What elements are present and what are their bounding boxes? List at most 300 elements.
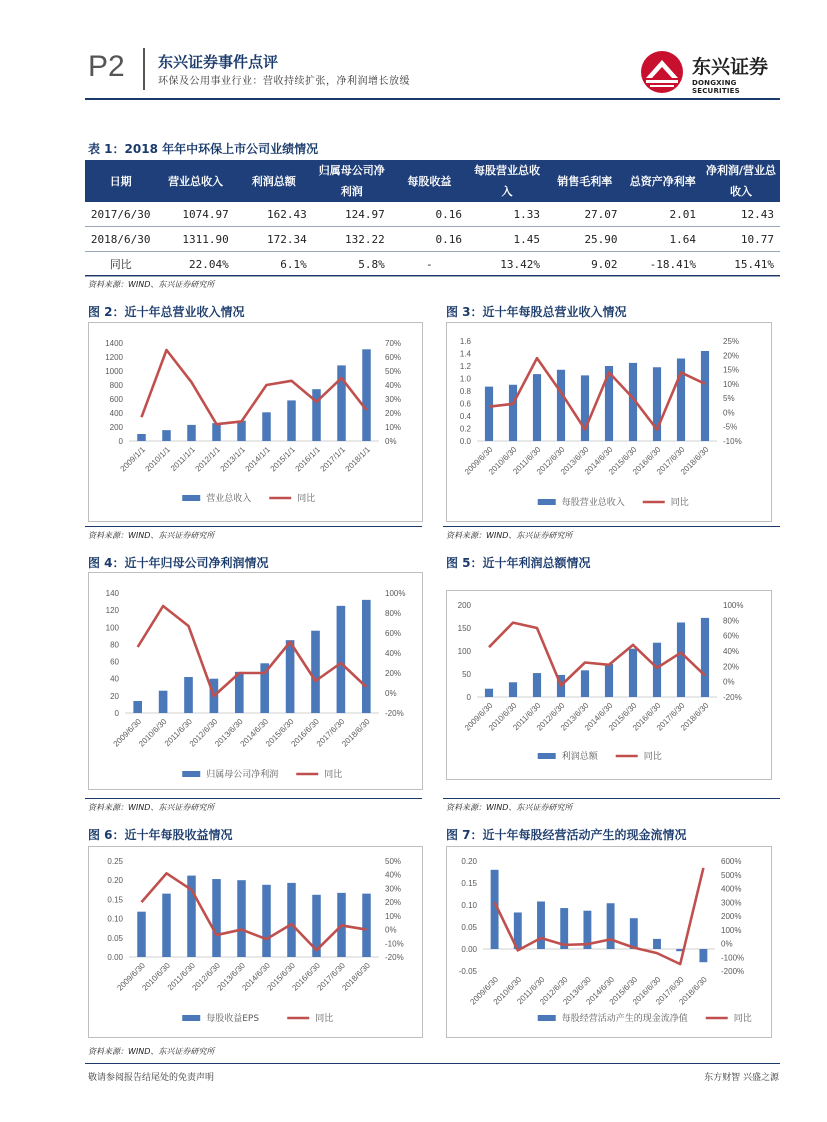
y-tick-label: 0.6 xyxy=(459,399,471,409)
x-tick-label: 2012/1/1 xyxy=(193,445,222,474)
x-tick-label: 2010/6/30 xyxy=(491,975,524,1007)
x-tick-label: 2017/6/30 xyxy=(315,961,347,993)
x-tick-label: 2009/6/30 xyxy=(462,445,495,477)
table-header-cell: 总资产净利率 xyxy=(624,160,702,202)
bar xyxy=(337,606,346,713)
bar xyxy=(162,430,171,441)
y2-tick-label: 0% xyxy=(385,925,397,935)
footer-rule xyxy=(85,1063,780,1064)
y-tick-label: 200 xyxy=(457,601,471,610)
y2-tick-label: 10% xyxy=(723,379,740,389)
x-tick-label: 2016/6/30 xyxy=(630,975,663,1007)
net-profit-chart xyxy=(88,572,423,790)
x-tick-label: 2017/6/30 xyxy=(654,975,686,1007)
legend-bar-swatch xyxy=(182,495,200,501)
x-tick-label: 2010/6/30 xyxy=(486,445,519,477)
table-cell: 2.01 xyxy=(624,202,702,227)
table-header-row xyxy=(85,160,780,202)
x-tick-label: 2014/6/30 xyxy=(238,717,271,749)
y-tick-label: 1000 xyxy=(105,367,123,376)
x-tick-label: 2015/6/30 xyxy=(263,717,296,749)
y-tick-label: 0.25 xyxy=(107,857,123,866)
x-tick-label: 2012/6/30 xyxy=(187,717,220,749)
y-tick-label: 150 xyxy=(457,624,471,633)
y2-tick-label: 40% xyxy=(385,649,402,658)
chart-svg xyxy=(89,573,422,789)
y-tick-label: 50 xyxy=(462,670,471,679)
figure-title: 图 5：近十年利润总额情况 xyxy=(446,556,591,570)
x-tick-label: 2016/6/30 xyxy=(630,701,663,733)
table-cell: 6.1% xyxy=(235,252,313,277)
legend-label: 同比 xyxy=(670,498,689,508)
y2-tick-label: 5% xyxy=(723,394,735,404)
bar xyxy=(677,359,685,442)
table-row xyxy=(85,202,780,227)
x-tick-label: 2010/6/30 xyxy=(140,961,172,993)
legend-bar-swatch xyxy=(538,499,556,505)
legend-label: 每股经营活动产生的现金流净值 xyxy=(561,1014,688,1024)
y2-tick-label: 80% xyxy=(723,616,740,626)
table-header-cell: 利润总额 xyxy=(235,160,313,202)
legend-label: 同比 xyxy=(643,752,662,762)
bar xyxy=(212,879,221,957)
y2-tick-label: 20% xyxy=(385,669,402,678)
header-rule xyxy=(85,98,780,100)
bar xyxy=(262,412,271,441)
table-header-cell: 归属母公司净利润 xyxy=(313,160,391,202)
x-tick-label: 2017/6/30 xyxy=(654,445,687,477)
y2-tick-label: -20% xyxy=(723,693,742,702)
bar xyxy=(137,912,146,957)
x-tick-label: 2017/6/30 xyxy=(654,701,687,733)
y2-tick-label: 20% xyxy=(385,409,402,418)
x-tick-label: 2018/6/30 xyxy=(340,961,372,993)
bar xyxy=(701,351,709,441)
x-tick-label: 2010/6/30 xyxy=(486,701,519,733)
bar xyxy=(362,600,371,713)
y2-tick-label: -200% xyxy=(721,967,745,976)
y2-tick-label: 400% xyxy=(721,884,742,894)
x-tick-label: 2018/1/1 xyxy=(343,445,372,474)
y2-tick-label: 0% xyxy=(723,677,735,687)
line-series xyxy=(489,358,705,429)
table-header-cell: 营业总收入 xyxy=(156,160,234,202)
y2-tick-label: 300% xyxy=(721,898,742,908)
logo-emblem-icon xyxy=(640,50,688,94)
page-number: P2 xyxy=(88,50,125,83)
footer-disclaimer: 敬请参阅报告结尾处的免责声明 xyxy=(88,1073,215,1083)
y-tick-label: 0 xyxy=(118,437,123,446)
x-tick-label: 2014/6/30 xyxy=(582,445,615,477)
x-tick-label: 2018/6/30 xyxy=(678,701,711,733)
bar xyxy=(262,885,271,957)
y2-tick-label: 60% xyxy=(723,631,740,641)
table-cell: 2017/6/30 xyxy=(85,202,156,227)
report-subtitle: 环保及公用事业行业：营收持续扩张，净利润增长放缓 xyxy=(158,76,410,87)
table-cell: 0.16 xyxy=(391,227,468,252)
figure-source: 资料来源：WIND、东兴证券研究所 xyxy=(446,531,573,540)
bar xyxy=(509,385,517,441)
x-tick-label: 2009/6/30 xyxy=(111,717,144,749)
legend-bar-swatch xyxy=(182,1015,200,1021)
header-divider xyxy=(143,48,145,90)
logo-name: 东兴证券 xyxy=(692,56,769,78)
y-tick-label: 0.00 xyxy=(107,953,123,962)
source-rule xyxy=(85,526,422,527)
table-cell: 172.34 xyxy=(235,227,313,252)
x-tick-label: 2017/1/1 xyxy=(318,445,347,474)
x-tick-label: 2014/6/30 xyxy=(584,975,617,1007)
table-header-cell: 每股营业总收入 xyxy=(468,160,546,202)
figure-title: 图 3：近十年每股总营业收入情况 xyxy=(446,305,627,319)
table-row xyxy=(85,252,780,277)
x-tick-label: 2015/1/1 xyxy=(268,445,297,474)
table-cell: 10.77 xyxy=(702,227,780,252)
revenue-chart xyxy=(88,322,423,522)
y2-tick-label: 20% xyxy=(385,898,402,908)
bar xyxy=(133,701,142,713)
legend-bar-swatch xyxy=(538,753,556,759)
y-tick-label: 40 xyxy=(110,674,119,684)
bar xyxy=(581,670,589,697)
x-tick-label: 2010/1/1 xyxy=(143,445,172,474)
bar xyxy=(137,434,146,441)
y2-tick-label: -10% xyxy=(723,437,742,446)
y2-tick-label: 50% xyxy=(385,367,402,376)
y-tick-label: 1.4 xyxy=(459,349,471,359)
x-tick-label: 2013/6/30 xyxy=(561,975,593,1007)
chart-svg xyxy=(89,323,422,521)
y2-tick-label: 600% xyxy=(721,857,742,866)
y-tick-label: 0.10 xyxy=(461,901,477,910)
x-tick-label: 2018/6/30 xyxy=(677,975,709,1007)
y2-tick-label: 30% xyxy=(385,884,402,894)
table-cell: 5.8% xyxy=(313,252,391,277)
bar xyxy=(212,423,221,441)
y2-tick-label: 10% xyxy=(385,423,402,432)
table-cell: 0.16 xyxy=(391,202,468,227)
x-tick-label: 2011/6/30 xyxy=(162,717,194,749)
y-tick-label: 1.6 xyxy=(459,337,471,346)
y2-tick-label: 100% xyxy=(385,589,406,598)
x-tick-label: 2011/6/30 xyxy=(515,975,547,1007)
table-cell: 124.97 xyxy=(313,202,391,227)
cashflow-per-share-chart xyxy=(446,846,772,1038)
bar xyxy=(699,949,707,962)
table-source: 资料来源：WIND、东兴证券研究所 xyxy=(88,280,215,289)
x-tick-label: 2009/1/1 xyxy=(118,445,147,474)
y2-tick-label: 40% xyxy=(723,647,740,656)
bar xyxy=(557,370,565,441)
table-cell: 1.45 xyxy=(468,227,546,252)
y-tick-label: 100 xyxy=(457,647,471,656)
table-row xyxy=(85,227,780,252)
y2-tick-label: 100% xyxy=(721,925,742,935)
y2-tick-label: -5% xyxy=(723,422,738,432)
y2-tick-label: 60% xyxy=(385,353,402,362)
table-title: 表 1：2018 年年中环保上市公司业绩情况 xyxy=(88,142,319,156)
y-tick-label: 0.20 xyxy=(107,876,123,886)
x-tick-label: 2010/6/30 xyxy=(136,717,169,749)
y2-tick-label: -10% xyxy=(385,939,404,949)
bar xyxy=(159,691,168,713)
table-header-cell: 日期 xyxy=(85,160,156,202)
y2-tick-label: -100% xyxy=(721,953,745,963)
x-tick-label: 2016/6/30 xyxy=(290,961,322,993)
table-cell: -18.41% xyxy=(624,252,702,277)
legend-label: 营业总收入 xyxy=(206,494,252,504)
figure-title: 图 2：近十年总营业收入情况 xyxy=(88,305,245,319)
x-tick-label: 2011/1/1 xyxy=(168,445,197,474)
y-tick-label: 80 xyxy=(110,640,119,650)
y-tick-label: 0.00 xyxy=(461,945,477,954)
table-cell: 12.43 xyxy=(702,202,780,227)
figure-title: 图 7：近十年每股经营活动产生的现金流情况 xyxy=(446,828,687,842)
report-type-title: 东兴证券事件点评 xyxy=(158,53,279,71)
bar xyxy=(311,631,320,713)
source-rule xyxy=(443,526,780,527)
table-cell: 1311.90 xyxy=(156,227,234,252)
line-series xyxy=(142,873,367,950)
y-tick-label: 60 xyxy=(110,657,119,667)
table-cell: 22.04% xyxy=(156,252,234,277)
y-tick-label: 400 xyxy=(109,409,123,418)
table-cell: 162.43 xyxy=(235,202,313,227)
bar xyxy=(485,387,493,441)
y-tick-label: 0 xyxy=(466,693,471,702)
x-tick-label: 2016/1/1 xyxy=(293,445,322,474)
bar xyxy=(287,400,296,441)
bar xyxy=(162,894,171,957)
y-tick-label: 1.2 xyxy=(459,362,471,371)
table-cell: 同比 xyxy=(85,252,156,277)
y2-tick-label: 10% xyxy=(385,911,402,921)
x-tick-label: 2013/6/30 xyxy=(215,961,247,993)
y-tick-label: 0.4 xyxy=(459,412,471,421)
table-cell: 1.33 xyxy=(468,202,546,227)
y2-tick-label: 50% xyxy=(385,857,402,866)
x-tick-label: 2014/6/30 xyxy=(240,961,272,993)
y-tick-label: -0.05 xyxy=(458,967,477,976)
y-tick-label: 600 xyxy=(109,395,123,404)
legend-label: 每股收益EPS xyxy=(206,1014,260,1024)
x-tick-label: 2012/6/30 xyxy=(534,445,567,477)
table-cell: 9.02 xyxy=(546,252,624,277)
legend-label: 归属母公司净利润 xyxy=(206,770,279,780)
total-profit-chart xyxy=(446,590,772,780)
bar xyxy=(701,618,709,697)
bar xyxy=(581,375,589,441)
y2-tick-label: 0% xyxy=(385,437,397,446)
bar xyxy=(184,677,193,713)
table-header-cell: 净利润/营业总收入 xyxy=(702,160,780,202)
y-tick-label: 0.15 xyxy=(107,895,123,905)
y2-tick-label: 25% xyxy=(723,337,740,346)
x-tick-label: 2011/6/30 xyxy=(511,701,543,733)
y-tick-label: 0.0 xyxy=(459,437,471,446)
y-tick-label: 0.05 xyxy=(461,923,477,932)
y-tick-label: 0.15 xyxy=(461,879,477,888)
table-cell: 27.07 xyxy=(546,202,624,227)
bar xyxy=(286,640,295,713)
bar xyxy=(629,649,637,697)
bar xyxy=(187,425,196,441)
bar xyxy=(533,374,541,441)
x-tick-label: 2013/6/30 xyxy=(213,717,245,749)
x-tick-label: 2009/6/30 xyxy=(115,961,147,993)
y2-tick-label: 200% xyxy=(721,912,742,921)
legend-label: 同比 xyxy=(315,1014,334,1024)
table-cell: 1074.97 xyxy=(156,202,234,227)
y2-tick-label: -20% xyxy=(385,709,404,718)
footer-slogan: 东方财智 兴盛之源 xyxy=(704,1073,779,1083)
y2-tick-label: 0% xyxy=(385,689,397,698)
y-tick-label: 200 xyxy=(109,423,123,432)
x-tick-label: 2009/6/30 xyxy=(468,975,501,1007)
x-tick-label: 2016/6/30 xyxy=(289,717,321,749)
bar xyxy=(362,894,371,957)
x-tick-label: 2012/6/30 xyxy=(538,975,570,1007)
y2-tick-label: 0% xyxy=(723,408,735,418)
bar xyxy=(312,389,321,441)
bar xyxy=(630,918,638,949)
bar xyxy=(237,880,246,957)
y-tick-label: 800 xyxy=(109,381,123,390)
x-tick-label: 2017/6/30 xyxy=(314,717,347,749)
legend-label: 同比 xyxy=(733,1014,752,1024)
source-rule xyxy=(85,275,780,276)
x-tick-label: 2013/6/30 xyxy=(558,701,591,733)
revenue-per-share-chart xyxy=(446,322,772,522)
figure-source: 资料来源：WIND、东兴证券研究所 xyxy=(446,803,573,812)
table-cell: 1.64 xyxy=(624,227,702,252)
x-tick-label: 2016/6/30 xyxy=(630,445,663,477)
y-tick-label: 1200 xyxy=(105,353,123,362)
bar xyxy=(605,664,613,697)
x-tick-label: 2009/6/30 xyxy=(462,701,495,733)
table-header-cell: 每股收益 xyxy=(391,160,468,202)
figure-title: 图 4：近十年归母公司净利润情况 xyxy=(88,556,269,570)
y-tick-label: 0 xyxy=(114,709,119,718)
bar xyxy=(235,672,244,713)
x-tick-label: 2015/6/30 xyxy=(606,445,639,477)
chart-svg xyxy=(447,323,771,521)
y-tick-label: 0.8 xyxy=(459,387,471,396)
chart-svg xyxy=(447,847,771,1037)
y-tick-label: 0.10 xyxy=(107,914,123,924)
x-tick-label: 2012/6/30 xyxy=(534,701,567,733)
y2-tick-label: 20% xyxy=(723,662,740,672)
table-cell: 2018/6/30 xyxy=(85,227,156,252)
figure-source: 资料来源：WIND、东兴证券研究所 xyxy=(88,803,215,812)
y-tick-label: 0.20 xyxy=(461,857,477,866)
bar xyxy=(653,643,661,697)
performance-table xyxy=(85,160,780,277)
y2-tick-label: 40% xyxy=(385,381,402,390)
bar xyxy=(677,622,685,697)
company-logo xyxy=(640,50,780,94)
y2-tick-label: 40% xyxy=(385,870,402,880)
legend-label: 同比 xyxy=(324,770,343,780)
table-cell: 25.90 xyxy=(546,227,624,252)
y2-tick-label: 20% xyxy=(723,351,740,361)
bar xyxy=(362,349,371,441)
chart-svg xyxy=(447,591,771,779)
x-tick-label: 2014/1/1 xyxy=(243,445,272,474)
table-cell: 15.41% xyxy=(702,252,780,277)
y-tick-label: 140 xyxy=(105,589,119,598)
line-series xyxy=(138,606,367,696)
legend-label: 每股营业总收入 xyxy=(561,498,625,508)
y-tick-label: 0.2 xyxy=(459,424,471,434)
table-header-cell: 销售毛利率 xyxy=(546,160,624,202)
x-tick-label: 2018/6/30 xyxy=(678,445,711,477)
y2-tick-label: 30% xyxy=(385,395,402,404)
bar xyxy=(537,901,545,949)
bar xyxy=(533,673,541,697)
legend-bar-swatch xyxy=(182,771,200,777)
bar xyxy=(509,682,517,697)
legend-label: 同比 xyxy=(297,494,316,504)
y-tick-label: 0.05 xyxy=(107,933,123,943)
x-tick-label: 2012/6/30 xyxy=(190,961,222,993)
x-tick-label: 2013/6/30 xyxy=(558,445,591,477)
x-tick-label: 2015/6/30 xyxy=(607,975,640,1007)
x-tick-label: 2018/6/30 xyxy=(340,717,372,749)
y-tick-label: 120 xyxy=(105,606,119,616)
legend-label: 利润总额 xyxy=(561,752,598,762)
x-tick-label: 2014/6/30 xyxy=(582,701,615,733)
bar xyxy=(607,903,615,949)
source-rule xyxy=(85,798,422,799)
bar xyxy=(287,883,296,957)
line-series xyxy=(142,350,367,424)
y2-tick-label: 80% xyxy=(385,609,402,618)
table-cell: - xyxy=(391,252,468,277)
y-tick-label: 100 xyxy=(105,623,119,633)
eps-chart xyxy=(88,846,423,1038)
x-tick-label: 2011/6/30 xyxy=(511,445,543,477)
bar xyxy=(237,421,246,441)
x-tick-label: 2013/1/1 xyxy=(218,445,247,474)
x-tick-label: 2015/6/30 xyxy=(265,961,297,993)
y2-tick-label: 15% xyxy=(723,365,740,375)
figure-title: 图 6：近十年每股收益情况 xyxy=(88,828,233,842)
line-series xyxy=(495,868,704,964)
y2-tick-label: -20% xyxy=(385,953,404,962)
y-tick-label: 1400 xyxy=(105,339,123,348)
x-tick-label: 2015/6/30 xyxy=(606,701,639,733)
legend-bar-swatch xyxy=(538,1015,556,1021)
x-tick-label: 2011/6/30 xyxy=(165,961,197,993)
y-tick-label: 1.0 xyxy=(459,374,471,384)
y-tick-label: 20 xyxy=(110,691,119,701)
figure-source: 资料来源：WIND、东兴证券研究所 xyxy=(88,1047,215,1056)
y2-tick-label: 60% xyxy=(385,629,402,638)
y2-tick-label: 100% xyxy=(723,601,744,610)
table-cell: 13.42% xyxy=(468,252,546,277)
figure-source: 资料来源：WIND、东兴证券研究所 xyxy=(88,531,215,540)
chart-svg xyxy=(89,847,422,1037)
bar xyxy=(485,689,493,697)
y2-tick-label: 0% xyxy=(721,939,733,949)
source-rule xyxy=(443,798,780,799)
line-series xyxy=(489,623,705,686)
logo-english-name: DONGXING SECURITIES xyxy=(692,79,740,95)
bar xyxy=(653,939,661,949)
table-cell: 132.22 xyxy=(313,227,391,252)
y2-tick-label: 500% xyxy=(721,870,742,880)
